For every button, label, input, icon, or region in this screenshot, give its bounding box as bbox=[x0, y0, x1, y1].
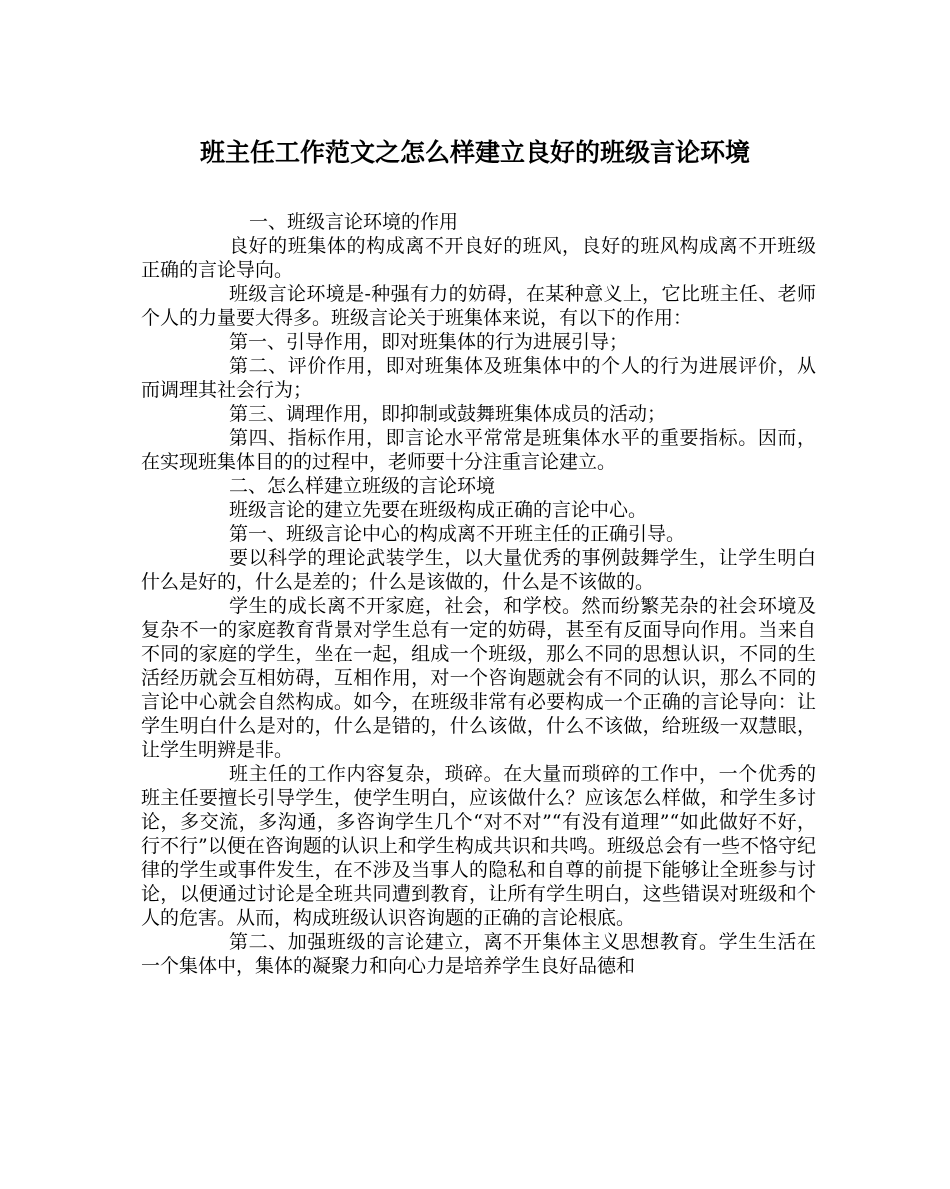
paragraph: 第二、评价作用，即对班集体及班集体中的个人的行为进展评价，从而调理其社会行为； bbox=[141, 355, 816, 401]
paragraph: 二、怎么样建立班级的言论环境 bbox=[229, 475, 496, 497]
paragraph: 第一、引导作用，即对班集体的行为进展引导； bbox=[229, 331, 629, 353]
paragraph: 良好的班集体的构成离不开良好的班风，良好的班风构成离不开班级正确的言论导向。 bbox=[141, 235, 816, 281]
paragraph: 第二、加强班级的言论建立，离不开集体主义思想教育。学生生活在一个集体中，集体的凝聚力和向心力是培养学生良好品德和 bbox=[141, 931, 816, 977]
document-title: 班主任工作范文之怎么样建立良好的班级言论环境 bbox=[199, 138, 750, 167]
paragraph: 第一、班级言论中心的构成离不开班主任的正确引导。 bbox=[229, 523, 686, 545]
document-body bbox=[141, 210, 816, 978]
paragraph: 要以科学的理论武装学生，以大量优秀的事例鼓舞学生，让学生明白什么是好的，什么是差的；什么是该做的，什么是不该做的。 bbox=[141, 547, 816, 593]
paragraph: 学生的成长离不开家庭，社会，和学校。然而纷繁芜杂的社会环境及复杂不一的家庭教育背景对学生总有一定的妨碍，甚至有反面导向作用。当来自不同的家庭的学生，坐在一起，组成一个班级，那么不同的思想认识，不同的生活经历就会互相妨碍，互相作用，对一个咨询题就会有不同的认识，那么不同的言论中心就会自然构成。如今，在班级非常有必要构成一个正确的言论导向：让学生明白什么是对的，什么是错的，什么该做，什么不该做，给班级一双慧眼，让学生明辨是非。 bbox=[141, 595, 816, 761]
paragraph: 班主任的工作内容复杂，琐碎。在大量而琐碎的工作中，一个优秀的班主任要擅长引导学生，使学生明白，应该做什么？应该怎么样做，和学生多讨论，多交流，多沟通，多咨询学生几个“对不对”“有没有道理”“如此做好不好，行不行”以便在咨询题的认识上和学生构成共识和共鸣。班级总会有一些不恪守纪律的学生或事件发生，在不涉及当事人的隐私和自尊的前提下能够让全班参与讨论，以便通过讨论是全班共同遭到教育，让所有学生明白，这些错误对班级和个人的危害。从而，构成班级认识咨询题的正确的言论根底。 bbox=[141, 763, 816, 929]
paragraph: 班级言论的建立先要在班级构成正确的言论中心。 bbox=[229, 499, 648, 521]
paragraph: 第三、调理作用，即抑制或鼓舞班集体成员的活动； bbox=[229, 403, 667, 425]
paragraph: 班级言论环境是-种强有力的妨碍，在某种意义上，它比班主任、老师个人的力量要大得多。班级言论关于班集体来说，有以下的作用： bbox=[141, 283, 816, 329]
section-heading: 一、班级言论环境的作用 bbox=[249, 211, 459, 233]
paragraph: 第四、指标作用，即言论水平常常是班集体水平的重要指标。因而，在实现班集体目的的过程中，老师要十分注重言论建立。 bbox=[141, 427, 816, 473]
